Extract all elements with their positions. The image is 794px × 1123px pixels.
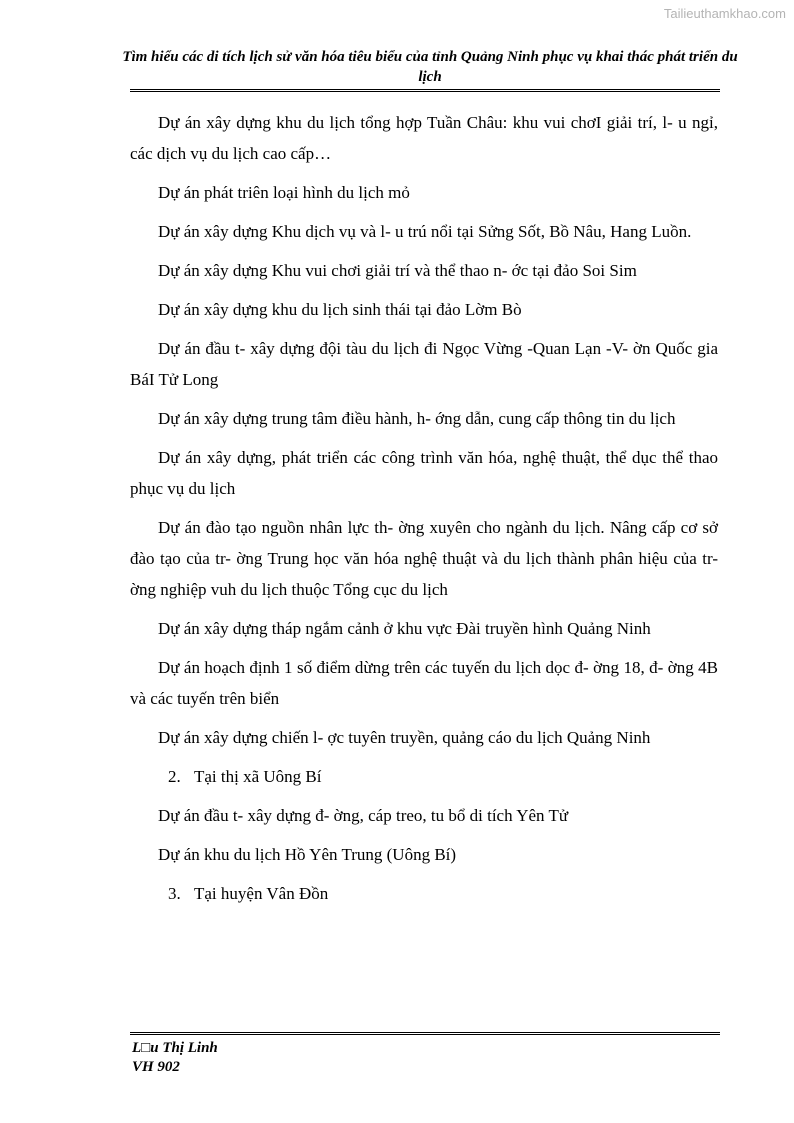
paragraph: Dự án xây dựng Khu vui chơi giải trí và thể thao n- ớc tại đảo Soi Sim	[158, 261, 637, 280]
section-number: 3.	[168, 884, 181, 903]
document-body	[130, 107, 718, 917]
paragraph: Dự án xây dựng tháp ngắm cảnh ở khu vực Đài truyền hình Quảng Ninh	[158, 619, 651, 638]
section-heading-uong-bi	[130, 761, 718, 792]
footer-class: VH 902	[132, 1059, 180, 1075]
watermark: Tailieuthamkhao.com	[663, 6, 786, 21]
section-number: 2.	[168, 767, 181, 786]
footer-divider	[130, 1032, 720, 1035]
paragraph: Dự án xây dựng, phát triển các công trình văn hóa, nghệ thuật, thể dục thể thao phục vụ du lịch	[130, 448, 718, 498]
header-divider	[130, 89, 720, 92]
paragraph: Dự án đầu t- xây dựng đ- ờng, cáp treo, tu bổ di tích Yên Tử	[158, 806, 569, 825]
page-footer	[132, 1039, 218, 1077]
page-header-title: Tìm hiểu các di tích lịch sử văn hóa tiêu biểu của tỉnh Quảng Ninh phục vụ khai thác phát triển du lịch	[122, 49, 738, 85]
section-title: Tại huyện Vân Đồn	[194, 884, 329, 903]
paragraph: Dự án đầu t- xây dựng đội tàu du lịch đi Ngọc Vừng -Quan Lạn -V- ờn Quốc gia BáI Tử Long	[130, 339, 718, 389]
paragraph: Dự án đào tạo nguồn nhân lực th- ờng xuyên cho ngành du lịch. Nâng cấp cơ sở đào tạo của tr- ờng Trung học văn hóa nghệ thuật và du lịch thành phân hiệu của tr- ờng nghiệp vuh du lịch thuộc Tổng cục du lịch	[130, 518, 718, 599]
paragraph: Dự án xây dựng chiến l- ợc tuyên truyền, quảng cáo du lịch Quảng Ninh	[158, 728, 651, 747]
paragraph: Dự án phát triên loại hình du lịch mỏ	[158, 183, 410, 202]
paragraph: Dự án xây dựng khu du lịch tổng hợp Tuần Châu: khu vui chơI giải trí, l- u ngỉ, các dịch vụ du lịch cao cấp…	[130, 113, 718, 163]
paragraph: Dự án xây dựng Khu dịch vụ và l- u trú nổi tại Sửng Sốt, Bồ Nâu, Hang Luồn.	[158, 222, 692, 241]
paragraph: Dự án xây dựng trung tâm điều hành, h- ớng dẫn, cung cấp thông tin du lịch	[158, 409, 676, 428]
paragraph: Dự án xây dựng khu du lịch sinh thái tại đảo Lờm Bò	[158, 300, 522, 319]
footer-author: L□u Thị Linh	[132, 1040, 218, 1056]
section-title: Tại thị xã Uông Bí	[194, 767, 322, 786]
paragraph: Dự án khu du lịch Hồ Yên Trung (Uông Bí)	[158, 845, 457, 864]
paragraph: Dự án hoạch định 1 số điểm dừng trên các tuyến du lịch dọc đ- ờng 18, đ- ờng 4B và các tuyến trên biển	[130, 658, 718, 708]
section-heading-van-don	[130, 878, 718, 909]
